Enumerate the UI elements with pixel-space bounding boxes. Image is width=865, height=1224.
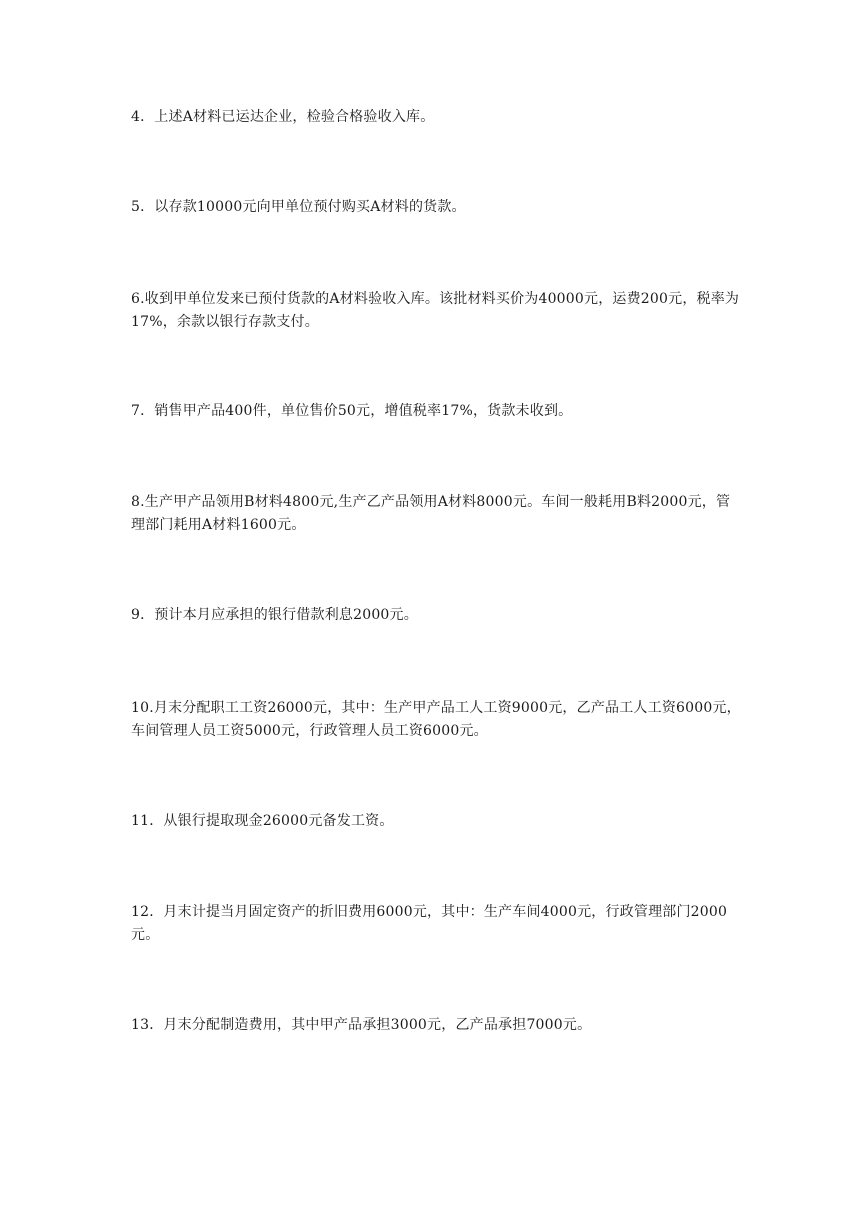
question-13: 13．月末分配制造费用，其中甲产品承担3000元，乙产品承担7000元。 [131,1017,592,1033]
question-7: 7．销售甲产品400件，单位售价50元，增值税率17%，货款未收到。 [131,403,573,419]
question-6: 6.收到甲单位发来已预付货款的A材料验收入库。该批材料买价为40000元，运费200元，税率为17%，余款以银行存款支付。 [131,291,740,330]
question-8: 8.生产甲产品领用B材料4800元,生产乙产品领用A材料8000元。车间一般耗用B料2000元，管理部门耗用A材料1600元。 [131,494,731,533]
question-10: 10.月末分配职工工资26000元，其中：生产甲产品工人工资9000元，乙产品工人工资6000元，车间管理人员工资5000元，行政管理人员工资6000元。 [131,700,741,739]
question-4: 4．上述A材料已运达企业，检验合格验收入库。 [131,109,435,125]
question-12: 12．月末计提当月固定资产的折旧费用6000元，其中：生产车间4000元，行政管理部门2000元。 [131,904,728,943]
question-9: 9．预计本月应承担的银行借款利息2000元。 [131,607,418,623]
question-5: 5．以存款10000元向甲单位预付购买A材料的货款。 [131,199,466,215]
question-11: 11．从银行提取现金26000元备发工资。 [131,813,394,829]
